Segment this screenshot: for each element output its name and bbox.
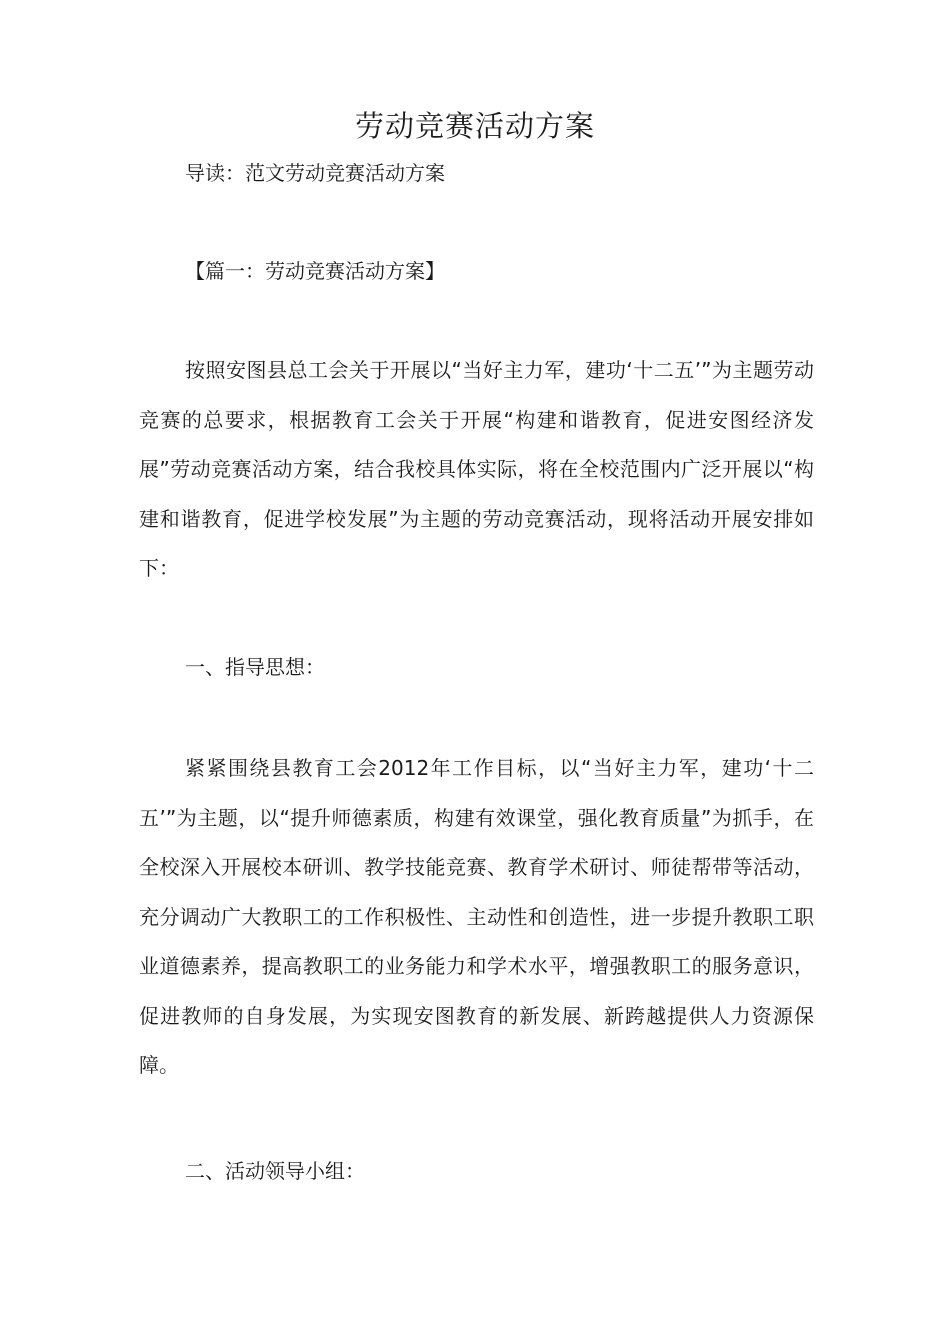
document-title: 劳动竞赛活动方案 — [354, 109, 595, 143]
heading-guiding-thought: 一、指导思想： — [185, 655, 325, 679]
lead-text: 导读：范文劳动竞赛活动方案 — [185, 161, 445, 185]
section-header: 【篇一：劳动竞赛活动方案】 — [185, 259, 445, 283]
intro-paragraph: 按照安图县总工会关于开展以“当好主力军，建功‘十二五’”为主题劳动竞赛的总要求，根据教育工会关于开展“构建和谐教育，促进安图经济发展”劳动竞赛活动方案，结合我校具体实际，将在全校范围内广泛开展以“构建和谐教育，促进学校发展”为主题的劳动竞赛活动，现将活动开展安排如下： — [139, 358, 814, 580]
heading-leadership-group: 二、活动领导小组： — [185, 1159, 365, 1183]
guiding-thought-paragraph: 紧紧围绕县教育工会2012年工作目标，以“当好主力军，建功‘十二五’”为主题，以“提升师德素质，构建有效课堂，强化教育质量”为抓手，在全校深入开展校本研训、教学技能竞赛、教育学术研讨、师徒帮带等活动，充分调动广大教职工的工作积极性、主动性和创造性，进一步提升教职工职业道德素养，提高教职工的业务能力和学术水平，增强教职工的服务意识，促进教师的自身发展，为实现安图教育的新发展、新跨越提供人力资源保障。 — [139, 756, 814, 1077]
